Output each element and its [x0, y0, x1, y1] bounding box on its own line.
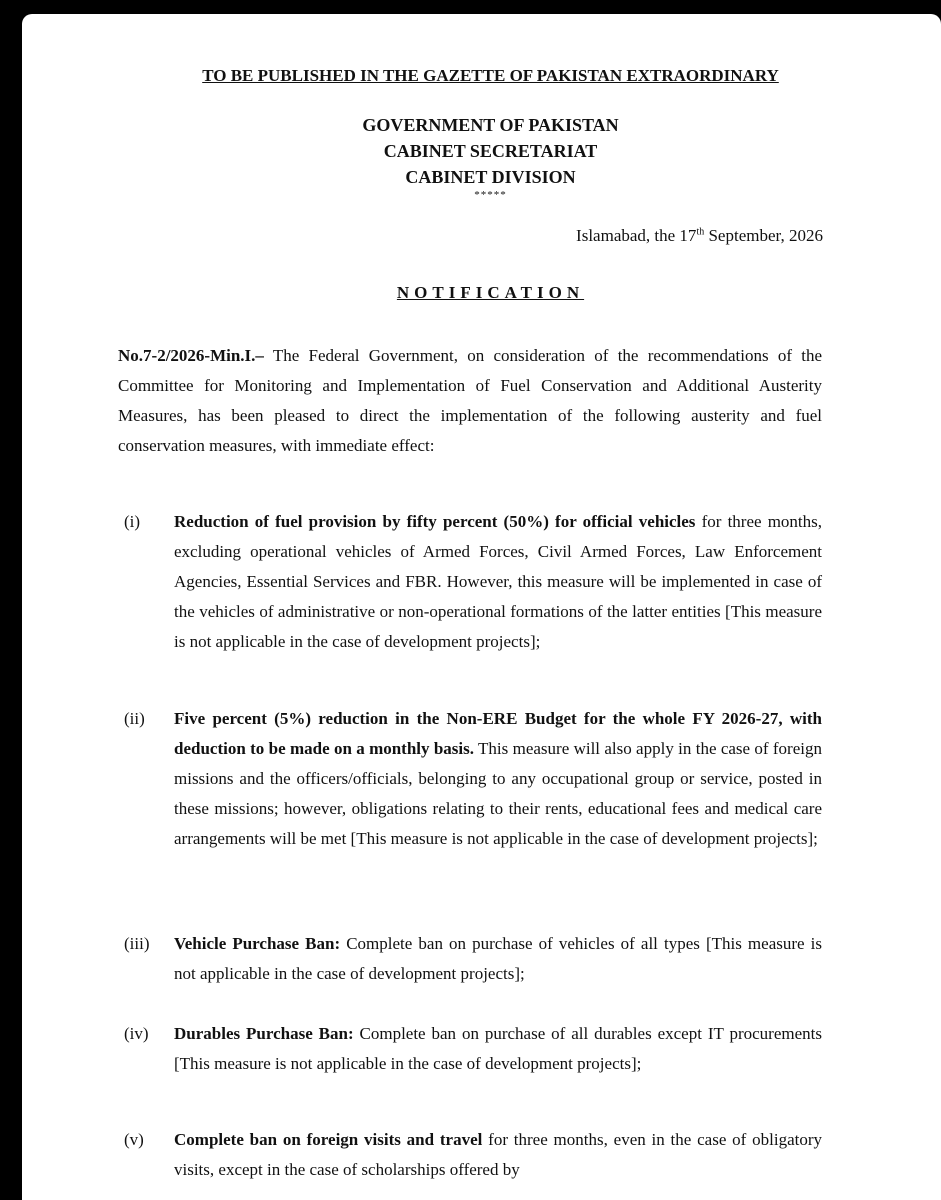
measure-number: (i)	[124, 512, 141, 531]
measure-number: (iii)	[124, 934, 150, 953]
issuing-authority	[22, 112, 941, 190]
intro-text: The Federal Government, on consideration of the recommendations of the Committee for Monitoring and Implementation of Fuel Conservation and Additional Austerity Measures, has been pleased to direct the implementation of the following austerity and fuel conservation measures, with immediate effect:	[118, 346, 822, 455]
date-rest: September, 2026	[704, 226, 823, 245]
measure-item	[124, 507, 823, 657]
document-page	[22, 14, 941, 1200]
separator-stars: *****	[474, 189, 507, 201]
notification-title: NOTIFICATION	[396, 283, 585, 302]
measure-text: for three months, excluding operational vehicles of Armed Forces, Civil Armed Forces, Law Enforcement Agencies, Essential Services and FBR. However, this measure will be implemented in case of the vehicles of administrative or non-operational formations of the latter entities [This measure is not applicable in the case of development projects];	[174, 512, 823, 651]
measure-text: for three months, even in the case of obligatory visits, except in the case of scholarships offered by	[174, 1130, 823, 1179]
authority-line-division: CABINET DIVISION	[405, 167, 576, 187]
authority-line-government: GOVERNMENT OF PAKISTAN	[362, 115, 619, 135]
gazette-heading: TO BE PUBLISHED IN THE GAZETTE OF PAKISTAN EXTRAORDINARY	[202, 66, 779, 85]
measure-text: Complete ban on purchase of vehicles of all types [This measure is not applicable in the case of development projects];	[174, 934, 822, 983]
measure-heading: Vehicle Purchase Ban:	[174, 934, 341, 953]
date-ordinal-suffix: th	[696, 226, 705, 238]
measure-number: (v)	[124, 1130, 144, 1149]
measure-heading: Durables Purchase Ban:	[174, 1024, 354, 1043]
intro-paragraph	[118, 341, 822, 461]
measure-item	[124, 1019, 823, 1079]
issue-date	[576, 226, 823, 246]
notification-number: No.7-2/2026-Min.I.–	[118, 346, 264, 365]
measure-number: (ii)	[124, 709, 145, 728]
measure-text: Complete ban on purchase of all durables except IT procurements [This measure is not applicable in the case of development projects];	[174, 1024, 823, 1073]
measure-item	[124, 929, 822, 989]
authority-line-secretariat: CABINET SECRETARIAT	[383, 141, 598, 161]
measure-item	[124, 1125, 823, 1185]
measure-heading: Complete ban on foreign visits and travel	[174, 1130, 483, 1149]
measure-text: This measure will also apply in the case of foreign missions and the officers/officials, belonging to any occupational group or service, posted in these missions; however, obligations relating to their rents, educational fees and medical care arrangements will be met [This measure is not applicable in the case of development projects];	[174, 739, 822, 848]
measure-number: (iv)	[124, 1024, 149, 1043]
measure-heading: Reduction of fuel provision by fifty percent (50%) for official vehicles	[174, 512, 696, 531]
date-prefix: Islamabad, the 17	[576, 226, 697, 245]
measure-item	[124, 704, 822, 854]
measure-heading: Five percent (5%) reduction in the Non-ERE Budget for the whole FY 2026-27, with deduction to be made on a monthly basis.	[174, 709, 822, 758]
